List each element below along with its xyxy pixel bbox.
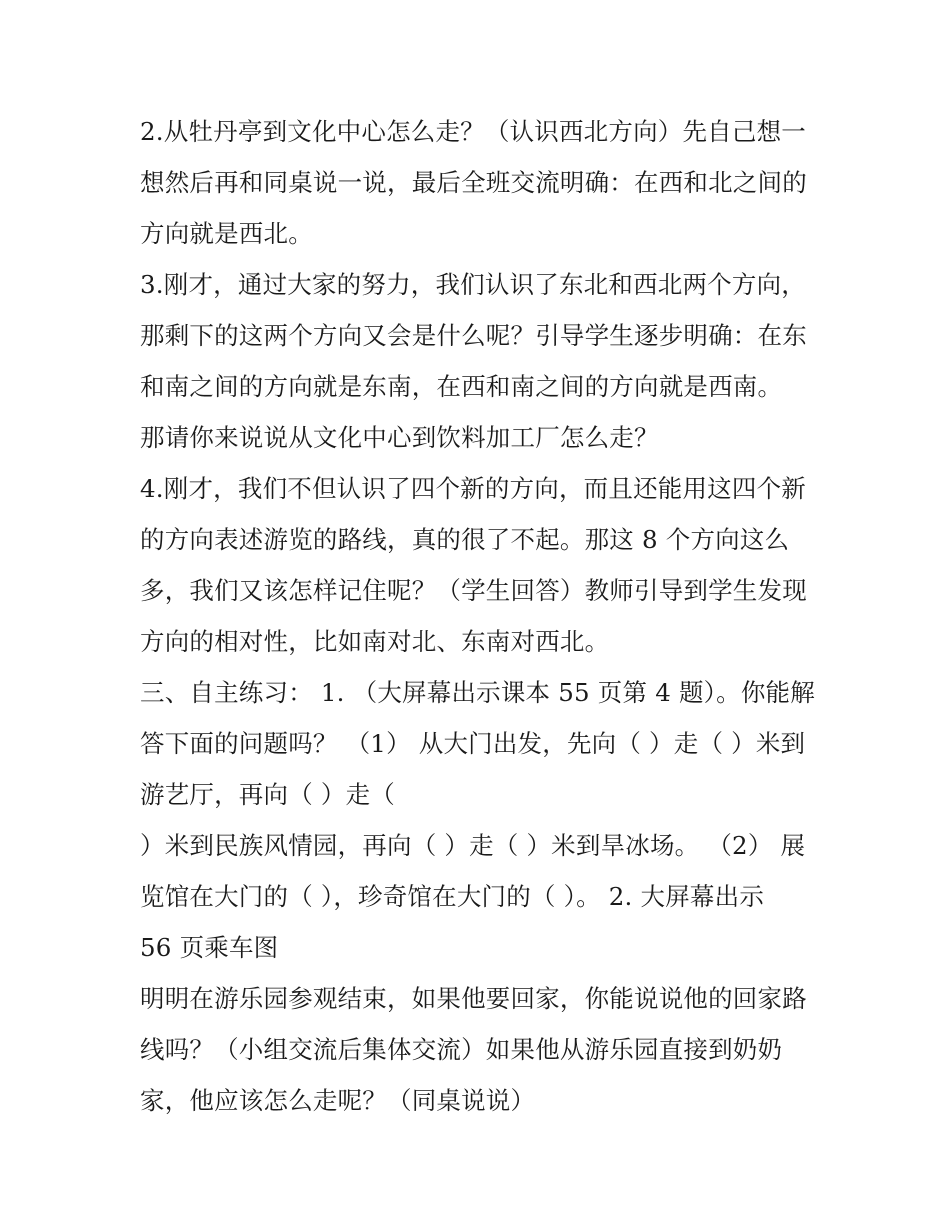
text-line: 方向就是西北。 xyxy=(140,219,313,248)
text-line: 3.刚才，通过大家的努力，我们认识了东北和西北两个方向， xyxy=(140,270,806,299)
text-line: 多，我们又该怎样记住呢？（学生回答）教师引导到学生发现 xyxy=(140,576,807,605)
body-text xyxy=(140,106,830,1126)
text-line: ）米到民族风情园，再向（ ）走（ ）米到旱冰场。 （2） 展 xyxy=(140,831,806,860)
text-line: 56 页乘车图 xyxy=(140,933,279,962)
text-line: 的方向表述游览的路线，真的很了不起。那这 8 个方向这么 xyxy=(140,525,790,554)
text-line: 那请你来说说从文化中心到饮料加工厂怎么走？ xyxy=(140,423,659,452)
text-line: 4.刚才，我们不但认识了四个新的方向，而且还能用这四个新 xyxy=(140,474,806,503)
text-line: 明明在游乐园参观结束，如果他要回家，你能说说他的回家路 xyxy=(140,984,807,1013)
text-line: 2.从牡丹亭到文化中心怎么走？（认识西北方向）先自己想一 xyxy=(140,117,806,146)
text-line: 答下面的问题吗？ （1） 从大门出发，先向（ ）走（ ）米到 xyxy=(140,729,806,758)
text-line: 家，他应该怎么走呢？（同桌说说） xyxy=(140,1086,536,1115)
text-line: 那剩下的这两个方向又会是什么呢？引导学生逐步明确：在东 xyxy=(140,321,807,350)
text-line: 游艺厅，再向（ ）走（ xyxy=(140,780,395,809)
text-line: 方向的相对性，比如南对北、东南对西北。 xyxy=(140,627,610,656)
text-line: 三、自主练习： 1. （大屏幕出示课本 55 页第 4 题）。你能解 xyxy=(140,678,815,707)
text-line: 想然后再和同桌说一说，最后全班交流明确：在西和北之间的 xyxy=(140,168,807,197)
text-line: 线吗？（小组交流后集体交流）如果他从游乐园直接到奶奶 xyxy=(140,1035,783,1064)
text-line: 览馆在大门的（ ），珍奇馆在大门的（ ）。 2. 大屏幕出示 xyxy=(140,882,765,911)
text-line: 和南之间的方向就是东南，在西和南之间的方向就是西南。 xyxy=(140,372,783,401)
